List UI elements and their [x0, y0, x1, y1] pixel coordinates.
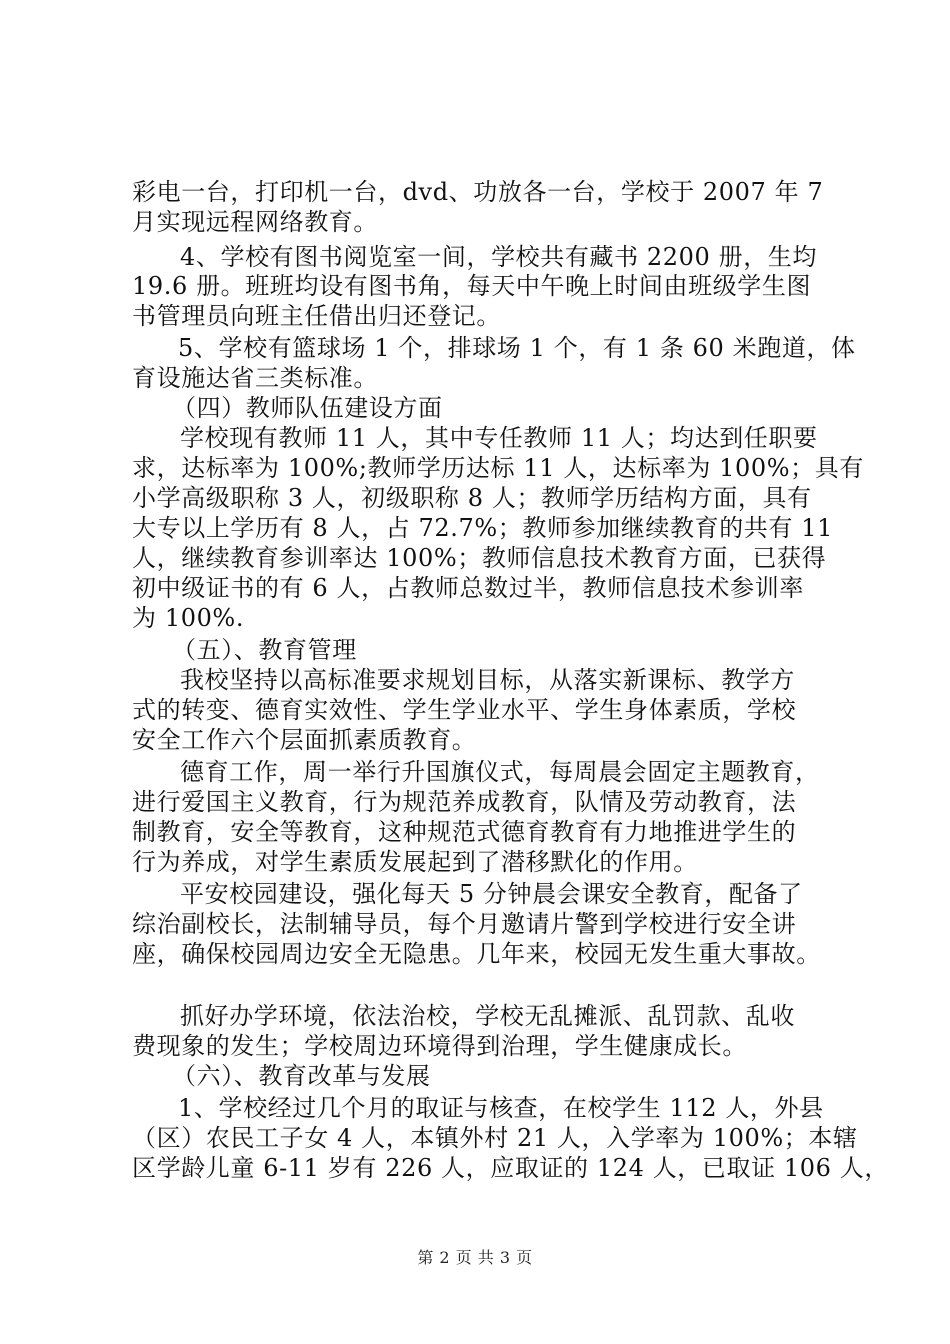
- body-text-line: 4、学校有图书阅览室一间，学校共有藏书 2200 册，生均: [180, 243, 818, 271]
- section-heading: （五）、教育管理: [172, 636, 357, 664]
- body-text-line: 月实现远程网络教育。: [132, 208, 378, 236]
- body-text-line: （区）农民工子女 4 人，本镇外村 21 人，入学率为 100%；本辖: [132, 1124, 858, 1152]
- body-text-line: 平安校园建设，强化每天 5 分钟晨会课安全教育，配备了: [180, 880, 803, 908]
- body-text-line: 制教育，安全等教育，这种规范式德育教育有力地推进学生的: [132, 818, 797, 846]
- body-text-line: 初中级证书的有 6 人，占教师总数过半，教师信息技术参训率: [132, 574, 804, 602]
- body-text-line: 彩电一台，打印机一台，dvd、功放各一台，学校于 2007 年 7: [132, 178, 824, 206]
- body-text-line: 书管理员向班主任借出归还登记。: [132, 302, 501, 330]
- section-heading: （六）、教育改革与发展: [172, 1062, 431, 1090]
- body-text-line: 5、学校有篮球场 1 个，排球场 1 个，有 1 条 60 米跑道，体: [178, 334, 856, 362]
- body-text-line: 育设施达省三类标准。: [132, 364, 378, 392]
- body-text-line: 德育工作，周一举行升国旗仪式，每周晨会固定主题教育，: [180, 758, 820, 786]
- body-text-line: 综治副校长，法制辅导员，每个月邀请片警到学校进行安全讲: [132, 910, 797, 938]
- body-text-line: 19.6 册。班班均设有图书角，每天中午晚上时间由班级学生图: [132, 272, 812, 300]
- body-text-line: 人，继续教育参训率达 100%；教师信息技术教育方面，已获得: [132, 544, 827, 572]
- body-text-line: 行为养成，对学生素质发展起到了潜移默化的作用。: [132, 848, 698, 876]
- page-footer: 第 2 页 共 3 页: [417, 1248, 533, 1267]
- body-text-line: 安全工作六个层面抓素质教育。: [132, 726, 477, 754]
- body-text-line: 抓好办学环境，依法治校，学校无乱摊派、乱罚款、乱收: [180, 1002, 795, 1030]
- section-heading: （四）教师队伍建设方面: [172, 394, 443, 422]
- body-text-line: 费现象的发生；学校周边环境得到治理，学生健康成长。: [132, 1032, 747, 1060]
- body-text-line: 求，达标率为 100%;教师学历达标 11 人，达标率为 100%；具有: [132, 454, 864, 482]
- body-text-line: 为 100%.: [132, 604, 245, 632]
- body-text-line: 座，确保校园周边安全无隐患。几年来，校园无发生重大事故。: [132, 940, 821, 968]
- body-text-line: 区学龄儿童 6-11 岁有 226 人，应取证的 124 人，已取证 106 人，: [132, 1154, 889, 1182]
- body-text-line: 式的转变、德育实效性、学生学业水平、学生身体素质，学校: [132, 696, 797, 724]
- body-text-line: 进行爱国主义教育，行为规范养成教育，队情及劳动教育，法: [132, 788, 797, 816]
- body-text-line: 我校坚持以高标准要求规划目标，从落实新课标、教学方: [180, 666, 795, 694]
- body-text-line: 小学高级职称 3 人，初级职称 8 人；教师学历结构方面，具有: [132, 484, 812, 512]
- body-text-line: 大专以上学历有 8 人，占 72.7%；教师参加继续教育的共有 11: [132, 514, 833, 542]
- body-text-line: 学校现有教师 11 人，其中专任教师 11 人；均达到任职要: [180, 424, 818, 452]
- body-text-line: 1、学校经过几个月的取证与核查，在校学生 112 人，外县: [178, 1094, 824, 1122]
